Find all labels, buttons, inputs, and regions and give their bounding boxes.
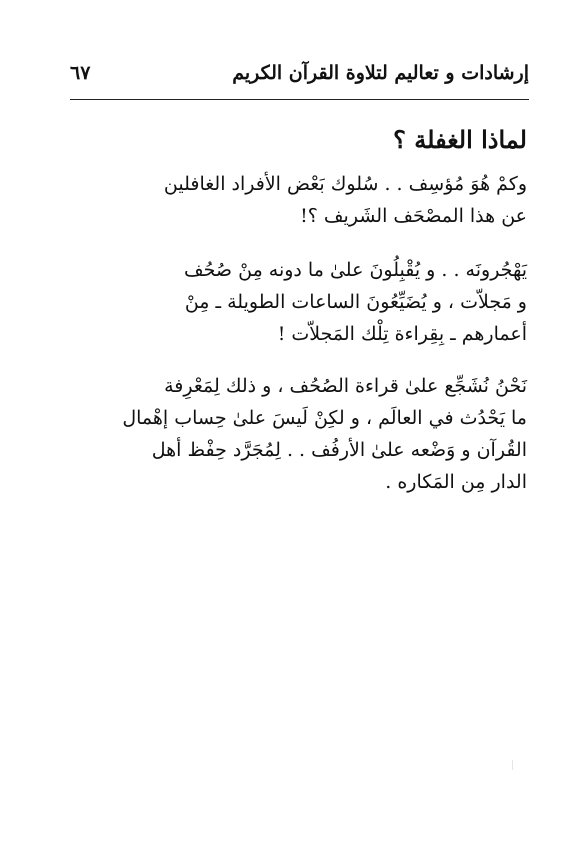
paragraph-line: وكمْ هُوَ مُؤسِف . . سُلوك بَعْض الأفراد الغافلين — [163, 173, 527, 195]
paragraph-line: أعمارهم ـ بِقِراءة تِلْك المَجلاّت ! — [277, 323, 527, 345]
paragraph-line: عن هذا المصْحَف الشَريف ؟! — [300, 205, 527, 227]
page-header — [70, 62, 529, 92]
paragraph-2 — [70, 254, 527, 350]
paragraph-line: و مَجلاّت ، و يُضَيِّعُونَ الساعات الطويلة ـ مِنْ — [184, 291, 527, 313]
paragraph-line: يَهْجُرونَه . . و يُقْبِلُونَ علىٰ ما دونه مِنْ صُحُف — [184, 259, 527, 281]
running-title: إرشادات و تعاليم لتلاوة القرآن الكريم — [232, 62, 529, 84]
paragraph-line: القُرآن و وَضْعه علىٰ الأرفُف . . لِمُجَرَّد حِفْظ أهل — [151, 439, 527, 461]
paragraph-line: ما يَحْدُث في العالَم ، و لكِنْ لَيسَ علىٰ حِساب إهْمال — [122, 407, 527, 429]
paragraph-3 — [70, 370, 527, 498]
paragraph-1 — [70, 168, 527, 232]
page-number: ٦٧ — [70, 62, 91, 84]
scan-artifact — [512, 760, 513, 770]
header-rule — [70, 99, 529, 100]
paragraph-line: نَحْنُ نُشَجِّع علىٰ قراءة الصُحُف ، و ذلك لِمَعْرِفة — [164, 375, 527, 397]
section-heading: لماذا الغفلة ؟ — [393, 125, 527, 154]
paragraph-line: الدار مِن المَكاره . — [385, 471, 527, 493]
